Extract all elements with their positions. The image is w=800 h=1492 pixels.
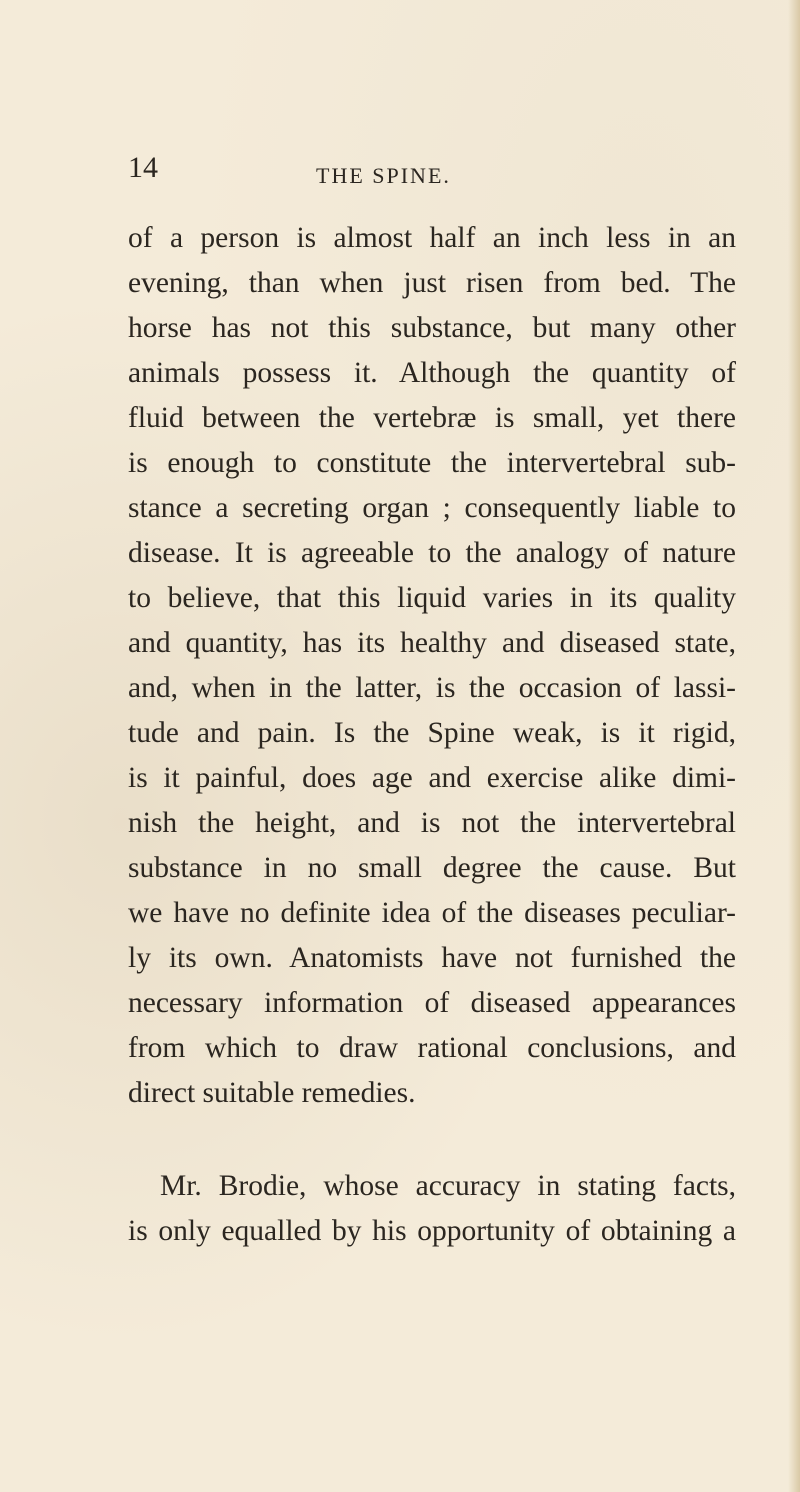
text-line: fluid between the vertebræ is small, yet there [128, 402, 736, 434]
text-line: is only equalled by his opportunity of obtaining a [128, 1215, 736, 1247]
text-line: direct suitable remedies. [128, 1077, 416, 1109]
text-line: tude and pain. Is the Spine weak, is it rigid, [128, 717, 736, 749]
page-header [0, 148, 800, 192]
text-line: is enough to constitute the intervertebral sub- [128, 447, 736, 479]
text-line: to believe, that this liquid varies in its quality [128, 582, 736, 614]
text-line: horse has not this substance, but many other [128, 312, 736, 344]
text-line: and, when in the latter, is the occasion of lassi- [128, 672, 736, 704]
text-line: of a person is almost half an inch less in an [128, 222, 736, 254]
text-line: necessary information of diseased appearances [128, 987, 736, 1019]
text-line: from which to draw rational conclusions, and [128, 1032, 736, 1064]
text-line: nish the height, and is not the intervertebral [128, 807, 736, 839]
text-line: substance in no small degree the cause. But [128, 852, 736, 884]
text-line: Mr. Brodie, whose accuracy in stating facts, [160, 1170, 736, 1202]
text-line: evening, than when just risen from bed. The [128, 267, 736, 299]
paragraph [128, 1164, 736, 1254]
paragraph-gap [128, 1116, 736, 1164]
text-line: animals possess it. Although the quantity of [128, 357, 736, 389]
page-edge-shadow [788, 0, 800, 1492]
text-line: is it painful, does age and exercise alike dimi- [128, 762, 736, 794]
text-line: disease. It is agreeable to the analogy of nature [128, 537, 736, 569]
text-line: we have no definite idea of the diseases peculiar- [128, 897, 736, 929]
page-number: 14 [128, 151, 158, 184]
text-line: and quantity, has its healthy and diseased state, [128, 627, 736, 659]
text-line: stance a secreting organ ; consequently liable to [128, 492, 736, 524]
body-text [128, 216, 736, 1254]
running-head: THE SPINE. [316, 163, 451, 188]
paragraph [128, 216, 736, 1116]
text-line: ly its own. Anatomists have not furnished the [128, 942, 736, 974]
